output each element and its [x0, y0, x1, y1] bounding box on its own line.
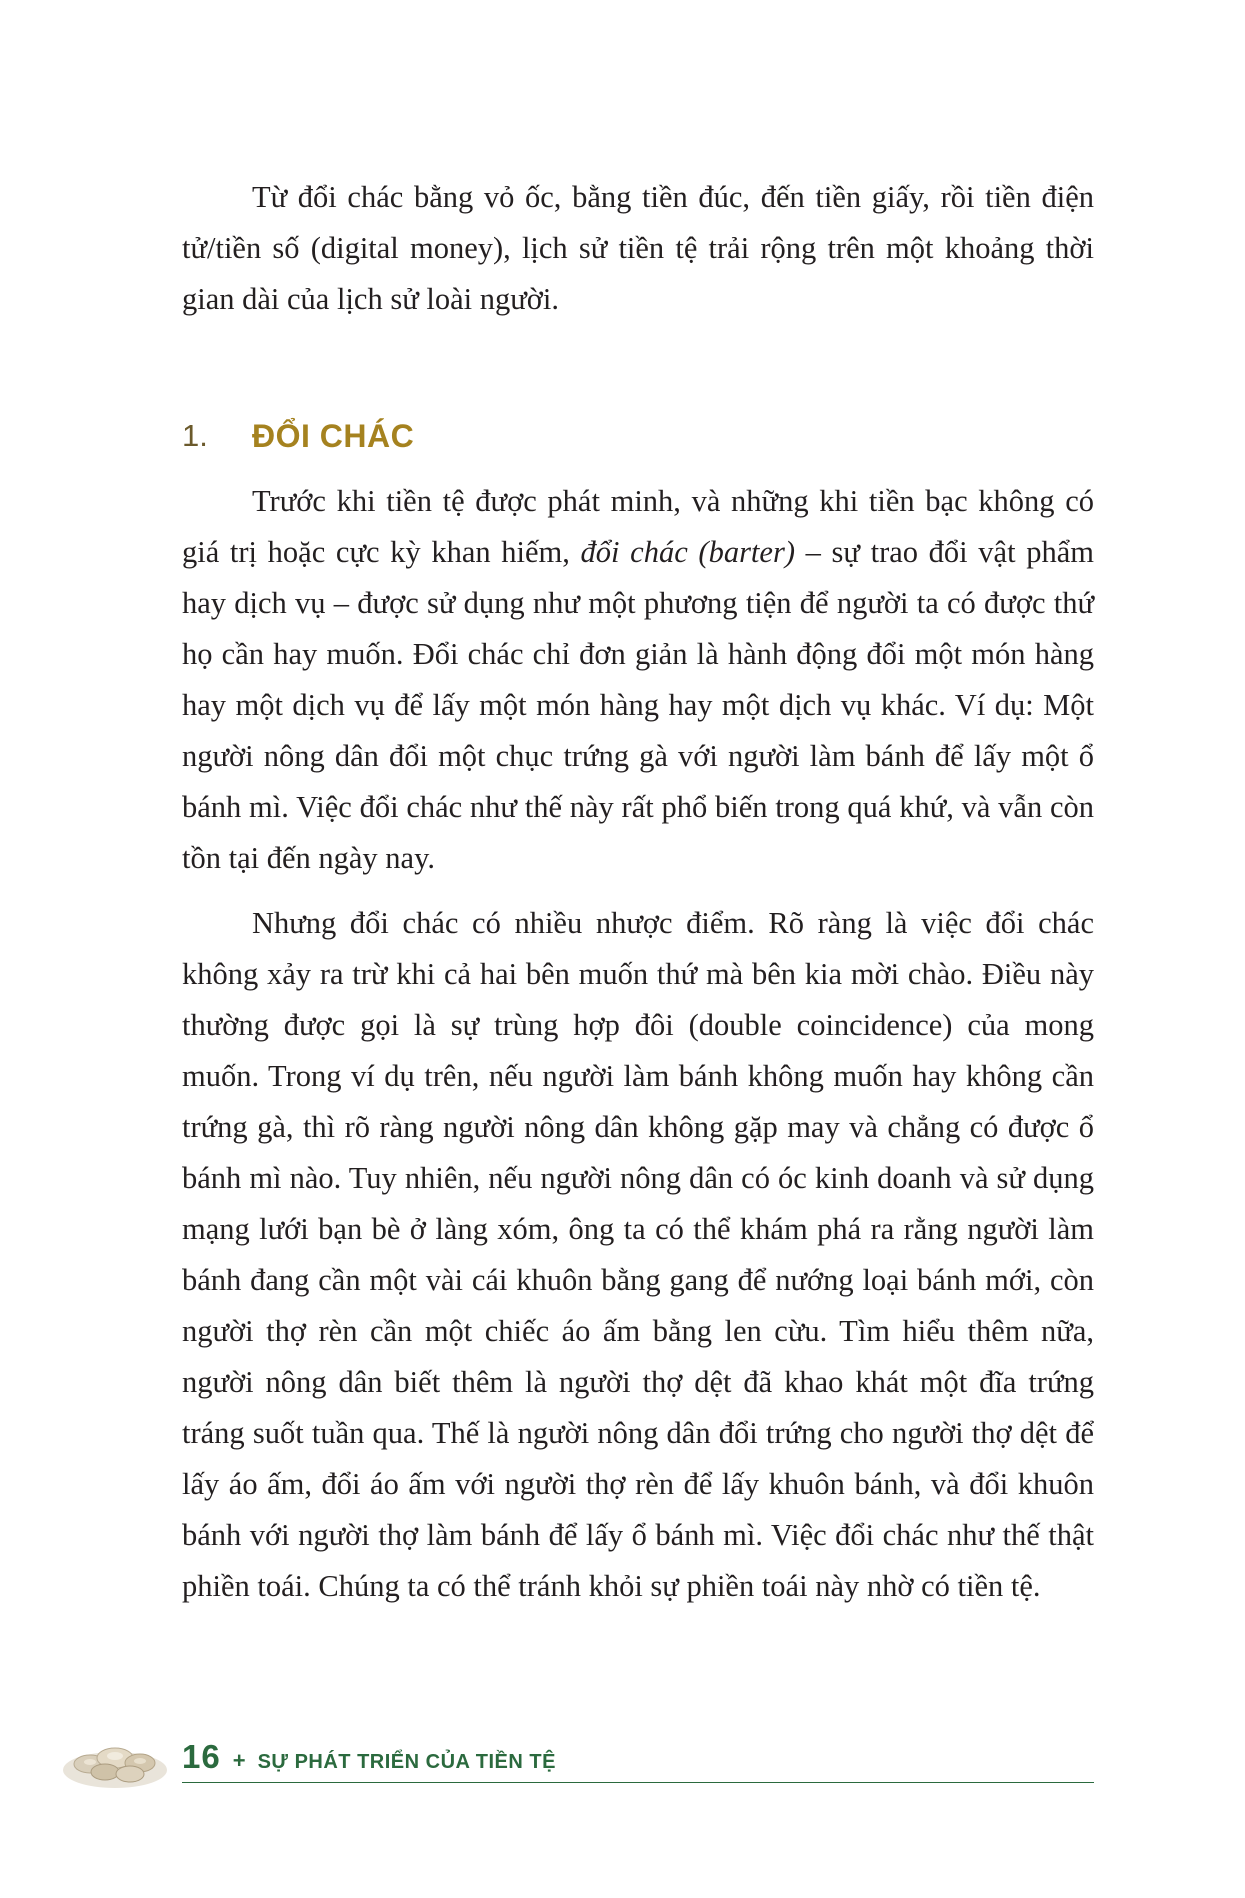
page-footer [60, 1726, 1094, 1796]
barter-definition-paragraph [182, 476, 1094, 884]
section-body-block-1 [182, 476, 1094, 884]
footer-text [182, 1738, 556, 1776]
section-body-block-2 [182, 898, 1094, 1612]
footer-separator: + [232, 1748, 246, 1773]
footer-rule [182, 1782, 1094, 1783]
intro-block [182, 172, 1094, 325]
intro-paragraph: Từ đổi chác bằng vỏ ốc, bằng tiền đúc, đến tiền giấy, rồi tiền điện tử/tiền số (digital money), lịch sử tiền tệ trải rộng trên một khoảng thời gian dài của lịch sử loài người. [182, 180, 1094, 316]
barter-drawbacks-paragraph: Nhưng đổi chác có nhiều nhược điểm. Rõ ràng là việc đổi chác không xảy ra trừ khi cả hai bên muốn thứ mà bên kia mời chào. Điều này thường được gọi là sự trùng hợp đôi (double coincidence) của mong muốn. Trong ví dụ trên, nếu người làm bánh không muốn hay không cần trứng gà, thì rõ ràng người nông dân không gặp may và chẳng có được ổ bánh mì nào. Tuy nhiên, nếu người nông dân có óc kinh doanh và sử dụng mạng lưới bạn bè ở làng xóm, ông ta có thể khám phá ra rằng người làm bánh đang cần một vài cái khuôn bằng gang để nướng loại bánh mới, còn người thợ rèn cần một chiếc áo ấm bằng len cừu. Tìm hiểu thêm nữa, người nông dân biết thêm là người thợ dệt đã khao khát một đĩa trứng tráng suốt tuần qua. Thế là người nông dân đổi trứng cho người thợ dệt để lấy áo ấm, đổi áo ấm với người thợ rèn để lấy khuôn bánh, và đổi khuôn bánh với người thợ làm bánh để lấy ổ bánh mì. Việc đổi chác như thế thật phiền toái. Chúng ta có thể tránh khỏi sự phiền toái này nhờ có tiền tệ. [182, 906, 1094, 1603]
paragraph-text-start: Trước khi tiền tệ được phát minh, và những khi tiền bạc không có giá trị hoặc cực kỳ khan hiếm, [182, 484, 1094, 569]
section-title: ĐỔI CHÁC [252, 417, 415, 454]
coins-illustration-icon [60, 1726, 170, 1792]
running-title: SỰ PHÁT TRIỂN CỦA TIỀN TỆ [257, 1751, 556, 1773]
section-number: 1. [182, 418, 208, 453]
italic-term: đổi chác (barter) [580, 535, 795, 569]
section-heading [182, 410, 414, 462]
paragraph-text-end: – sự trao đổi vật phẩm hay dịch vụ – được sử dụng như một phương tiện để người ta có được thứ họ cần hay muốn. Đổi chác chỉ đơn giản là hành động đổi một món hàng hay một dịch vụ để lấy một món hàng hay một dịch vụ khác. Ví dụ: Một người nông dân đổi một chục trứng gà với người làm bánh để lấy một ổ bánh mì. Việc đổi chác như thế này rất phổ biến trong quá khứ, và vẫn còn tồn tại đến ngày nay. [182, 535, 1094, 875]
page-number: 16 [182, 1738, 221, 1775]
